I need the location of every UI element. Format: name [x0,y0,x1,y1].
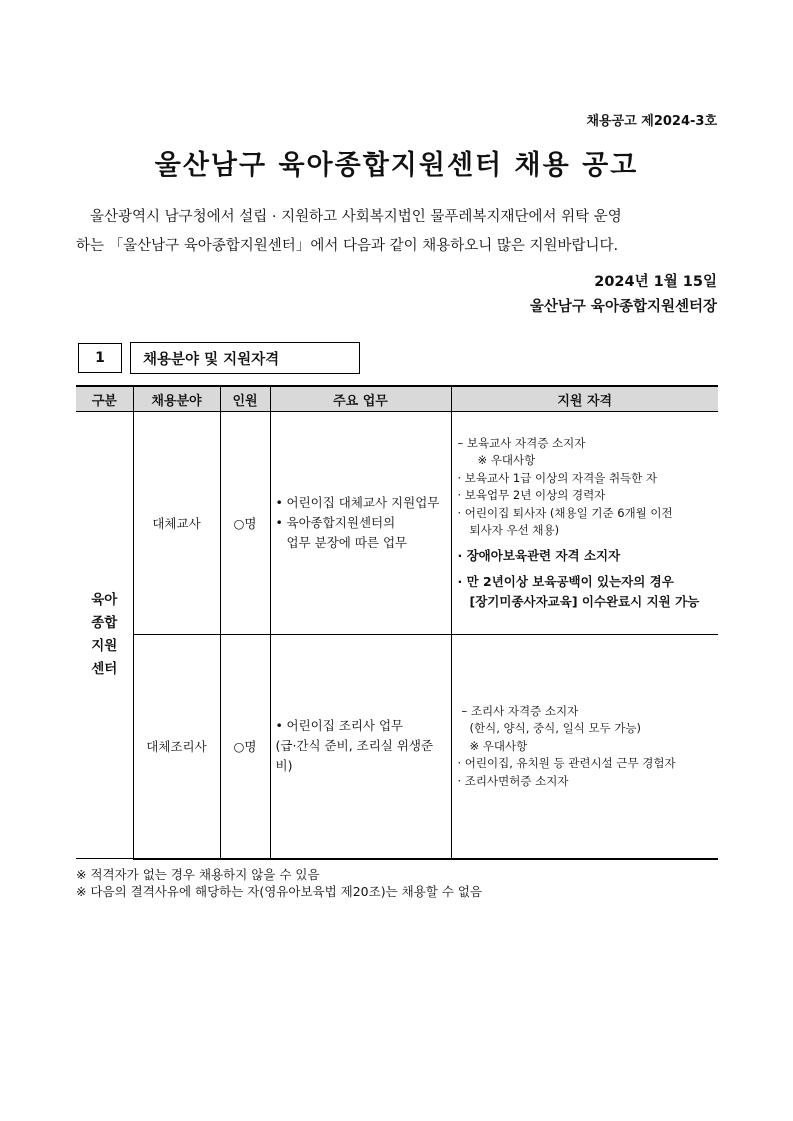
list-item [276,716,447,776]
qualification-line: · 만 2년이상 보육공백이 있는자의 경우 [457,573,674,589]
footnote: ※ 적격자가 없는 경우 채용하지 않을 수 있음 [76,867,320,882]
division-label-line: 육아 [91,592,118,608]
header-field: 채용분야 [133,386,220,412]
section-number: 1 [78,343,122,373]
footnote: ※ 다음의 결격사유에 해당하는 자(영유아보육법 제20조)는 채용할 수 없음 [76,884,483,899]
division-label-line: 종합 [91,615,118,631]
intro-line-1: 울산광역시 남구청에서 설립 · 지원하고 사회복지법인 물푸레복지재단에서 위탁 운영 [90,209,622,225]
intro-line-2: 하는 「울산남구 육아종합지원센터」에서 다음과 같이 채용하오니 많은 지원바랍니다. [76,238,619,254]
duty-text: 어린이집 조리사 업무 [286,718,404,734]
qualification-line: · 보육업무 2년 이상의 경력자 [457,488,606,502]
qualification-line: (한식, 양식, 중식, 일식 모두 가능) [469,721,642,735]
qualification-list [452,435,719,612]
duties-cell [270,635,451,859]
duty-text: 어린이집 대체교사 지원업무 [286,495,440,510]
list-item [276,513,447,553]
qualifications-cell [451,412,718,635]
field-cell: 대체조리사 [133,635,220,859]
qualification-line: ※ 우대사항 [477,453,536,467]
count-cell: ○명 [220,635,270,859]
notice-number: 채용공고 제2024-3호 [586,114,717,129]
table-row [76,635,718,859]
recruitment-table [76,385,718,860]
header-count: 인원 [220,386,270,412]
division-label-line: 센터 [91,661,118,677]
header-division: 구분 [76,386,133,412]
intro-paragraph [76,203,717,261]
header-duties: 주요 업무 [270,386,451,412]
duty-text: 육아종합지원센터의 [286,515,396,530]
duty-list [271,716,451,776]
division-label-line: 지원 [91,638,118,654]
qualification-line: · 어린이집 퇴사자 (채용일 기준 6개월 이전 [457,505,673,520]
qualification-line: · 보육교사 1급 이상의 자격을 취득한 자 [457,470,658,485]
duty-text-continued: 업무 분장에 따른 업무 [286,535,408,550]
field-cell: 대체교사 [133,412,220,635]
table-row [76,412,718,635]
page-title: 울산남구 육아종합지원센터 채용 공고 [154,150,639,181]
announcement-date: 2024년 1월 15일 [594,274,717,290]
qualification-list [452,703,719,791]
qualification-line: – 조리사 자격증 소지자 [461,703,579,718]
qualification-line: · 조리사면허증 소지자 [457,773,569,788]
duties-cell [270,412,451,635]
section-title: 채용분야 및 지원자격 [130,342,360,374]
qualification-line: – 보육교사 자격증 소지자 [457,435,586,450]
division-cell [76,412,133,859]
list-item [276,493,447,513]
qualification-line: 퇴사자 우선 채용) [469,523,560,537]
duty-list [271,493,451,553]
qualification-line: · 어린이집, 유치원 등 관련시설 근무 경험자 [457,756,676,770]
qualification-line: ※ 우대사항 [469,738,528,753]
count-cell: ○명 [220,412,270,635]
issuer-name: 울산남구 육아종합지원센터장 [529,299,717,315]
qualifications-cell [451,635,718,859]
header-qualifications: 지원 자격 [451,386,718,412]
qualification-line: · 장애아보육관련 자격 소지자 [457,547,621,563]
table-header-row [76,386,718,412]
duty-text-continued: (급·간식 준비, 조리실 위생준비) [275,738,434,774]
qualification-line: [장기미종사자교육] 이수완료시 지원 가능 [469,593,700,609]
